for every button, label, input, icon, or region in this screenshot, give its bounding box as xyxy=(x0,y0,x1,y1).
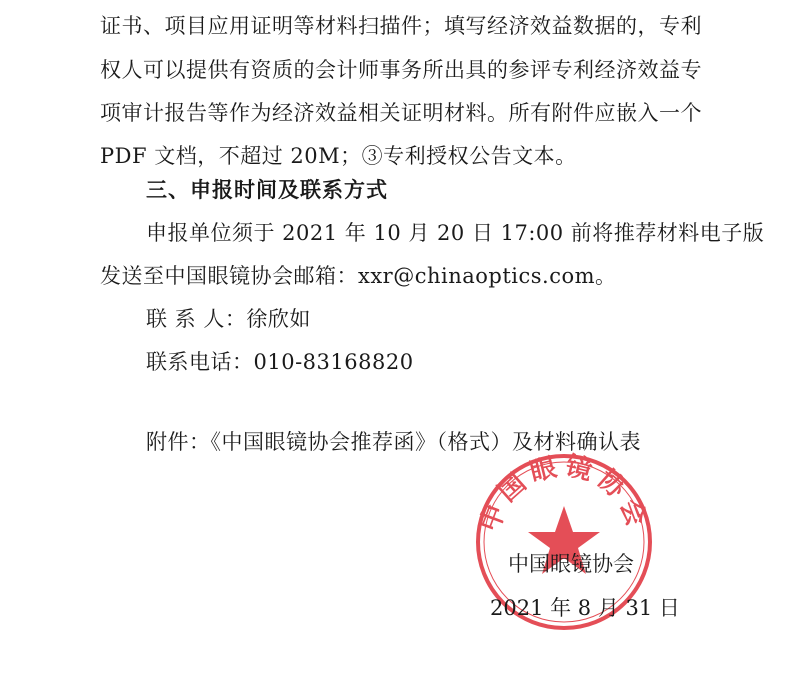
submission-line-1: 申报单位须于 2021 年 10 月 20 日 17:00 前将推荐材料电子版 xyxy=(146,221,765,245)
paragraph-line-1: 证书、项目应用证明等材料扫描件；填写经济效益数据的，专利 xyxy=(100,14,702,38)
contact-phone: 联系电话：010-83168820 xyxy=(146,350,414,374)
section-heading: 三、申报时间及联系方式 xyxy=(146,178,388,202)
signature-organization: 中国眼镜协会 xyxy=(508,552,634,576)
paragraph-line-3: 项审计报告等作为经济效益相关证明材料。所有附件应嵌入一个 xyxy=(100,101,702,125)
paragraph-line-2: 权人可以提供有资质的会计师事务所出具的参评专利经济效益专 xyxy=(100,58,702,82)
svg-text:中国眼镜协会: 中国眼镜协会 xyxy=(474,452,654,536)
contact-person: 联 系 人：徐欣如 xyxy=(146,307,311,331)
signature-date: 2021 年 8 月 31 日 xyxy=(490,596,680,620)
submission-line-2: 发送至中国眼镜协会邮箱：xxr@chinaoptics.com。 xyxy=(100,264,617,288)
attachment-line: 附件：《中国眼镜协会推荐函》（格式）及材料确认表 xyxy=(146,430,641,454)
paragraph-line-4: PDF 文档，不超过 20M；③专利授权公告文本。 xyxy=(100,144,577,168)
